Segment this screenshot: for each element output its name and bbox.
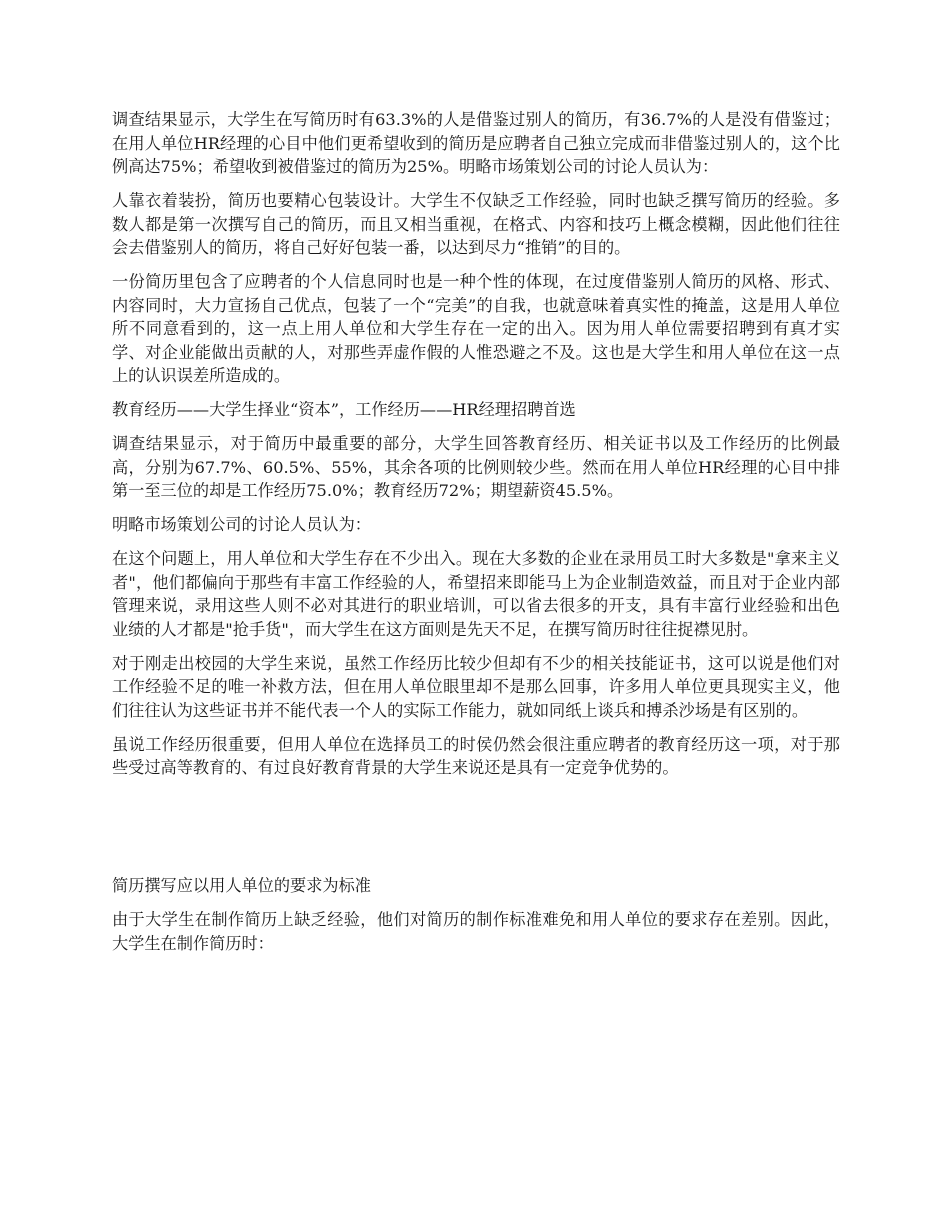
section-heading-education-work: 教育经历——大学生择业“资本”，工作经历——HR经理招聘首选 [112,400,576,419]
paragraph-packaging: 人靠衣着装扮，简历也要精心包装设计。大学生不仅缺乏工作经验，同时也缺乏撰写简历的经验。多数人都是第一次撰写自己的简历，而且又相当重视，在格式、内容和技巧上概念模糊，因此他们往往会去借鉴别人的简历，将自己好好包装一番，以达到尽力“推销”的目的。 [112,191,840,257]
section-heading-employer-standard: 简历撰写应以用人单位的要求为标准 [112,876,371,895]
paragraph-personality: 一份简历里包含了应聘者的个人信息同时也是一种个性的体现，在过度借鉴别人简历的风格、形式、内容同时，大力宣扬自己优点，包装了一个“完美”的自我，也就意味着真实性的掩盖，这是用人单位所不同意看到的，这一点上用人单位和大学生存在一定的出入。因为用人单位需要招聘到有真才实学、对企业能做出贡献的人，对那些弄虚作假的人惟恐避之不及。这也是大学生和用人单位在这一点上的认识误差所造成的。 [112,272,840,385]
paragraph-discussion-lead: 明略市场策划公司的讨论人员认为： [112,515,371,534]
paragraph-education-value: 虽说工作经历很重要，但用人单位在选择员工的时侯仍然会很注重应聘者的教育经历这一项，对于那些受过高等教育的、有过良好教育背景的大学生来说还是具有一定竞争优势的。 [112,734,840,777]
paragraph-survey-ranking: 调查结果显示，对于简历中最重要的部分，大学生回答教育经历、相关证书以及工作经历的比例最高，分别为67.7%、60.5%、55%，其余各项的比例则较少些。然而在用人单位HR经理的心目中排第一至三位的却是工作经历75.0%；教育经历72%；期望薪资45.5%。 [112,434,840,500]
paragraph-lack-experience: 由于大学生在制作简历上缺乏经验，他们对简历的制作标准难免和用人单位的要求存在差别。因此，大学生在制作简历时： [112,910,840,953]
paragraph-survey-intro: 调查结果显示，大学生在写简历时有63.3%的人是借鉴过别人的简历，有36.7%的人是没有借鉴过；在用人单位HR经理的心目中他们更希望收到的简历是应聘者自己独立完成而非借鉴过别人的，这个比例高达75%；希望收到被借鉴过的简历为25%。明略市场策划公司的讨论人员认为： [112,110,840,176]
paragraph-certificates: 对于刚走出校园的大学生来说，虽然工作经历比较少但却有不少的相关技能证书，这可以说是他们对工作经验不足的唯一补救方法，但在用人单位眼里却不是那么回事，许多用人单位更具现实主义，他们往往认为这些证书并不能代表一个人的实际工作能力，就如同纸上谈兵和搏杀沙场是有区别的。 [112,653,840,720]
paragraph-experience-preference: 在这个问题上，用人单位和大学生存在不少出入。现在大多数的企业在录用员工时大多数是"拿来主义者"，他们都偏向于那些有丰富工作经验的人，希望招来即能马上为企业制造效益，而且对于企业内部管理来说，录用这些人则不必对其进行的职业培训，可以省去很多的开支，具有丰富行业经验和出色业绩的人才都是"抢手货"，而大学生在这方面则是先天不足，在撰写简历时往往捉襟见肘。 [112,549,840,639]
document-body [112,108,840,966]
blank-gap [112,790,840,874]
